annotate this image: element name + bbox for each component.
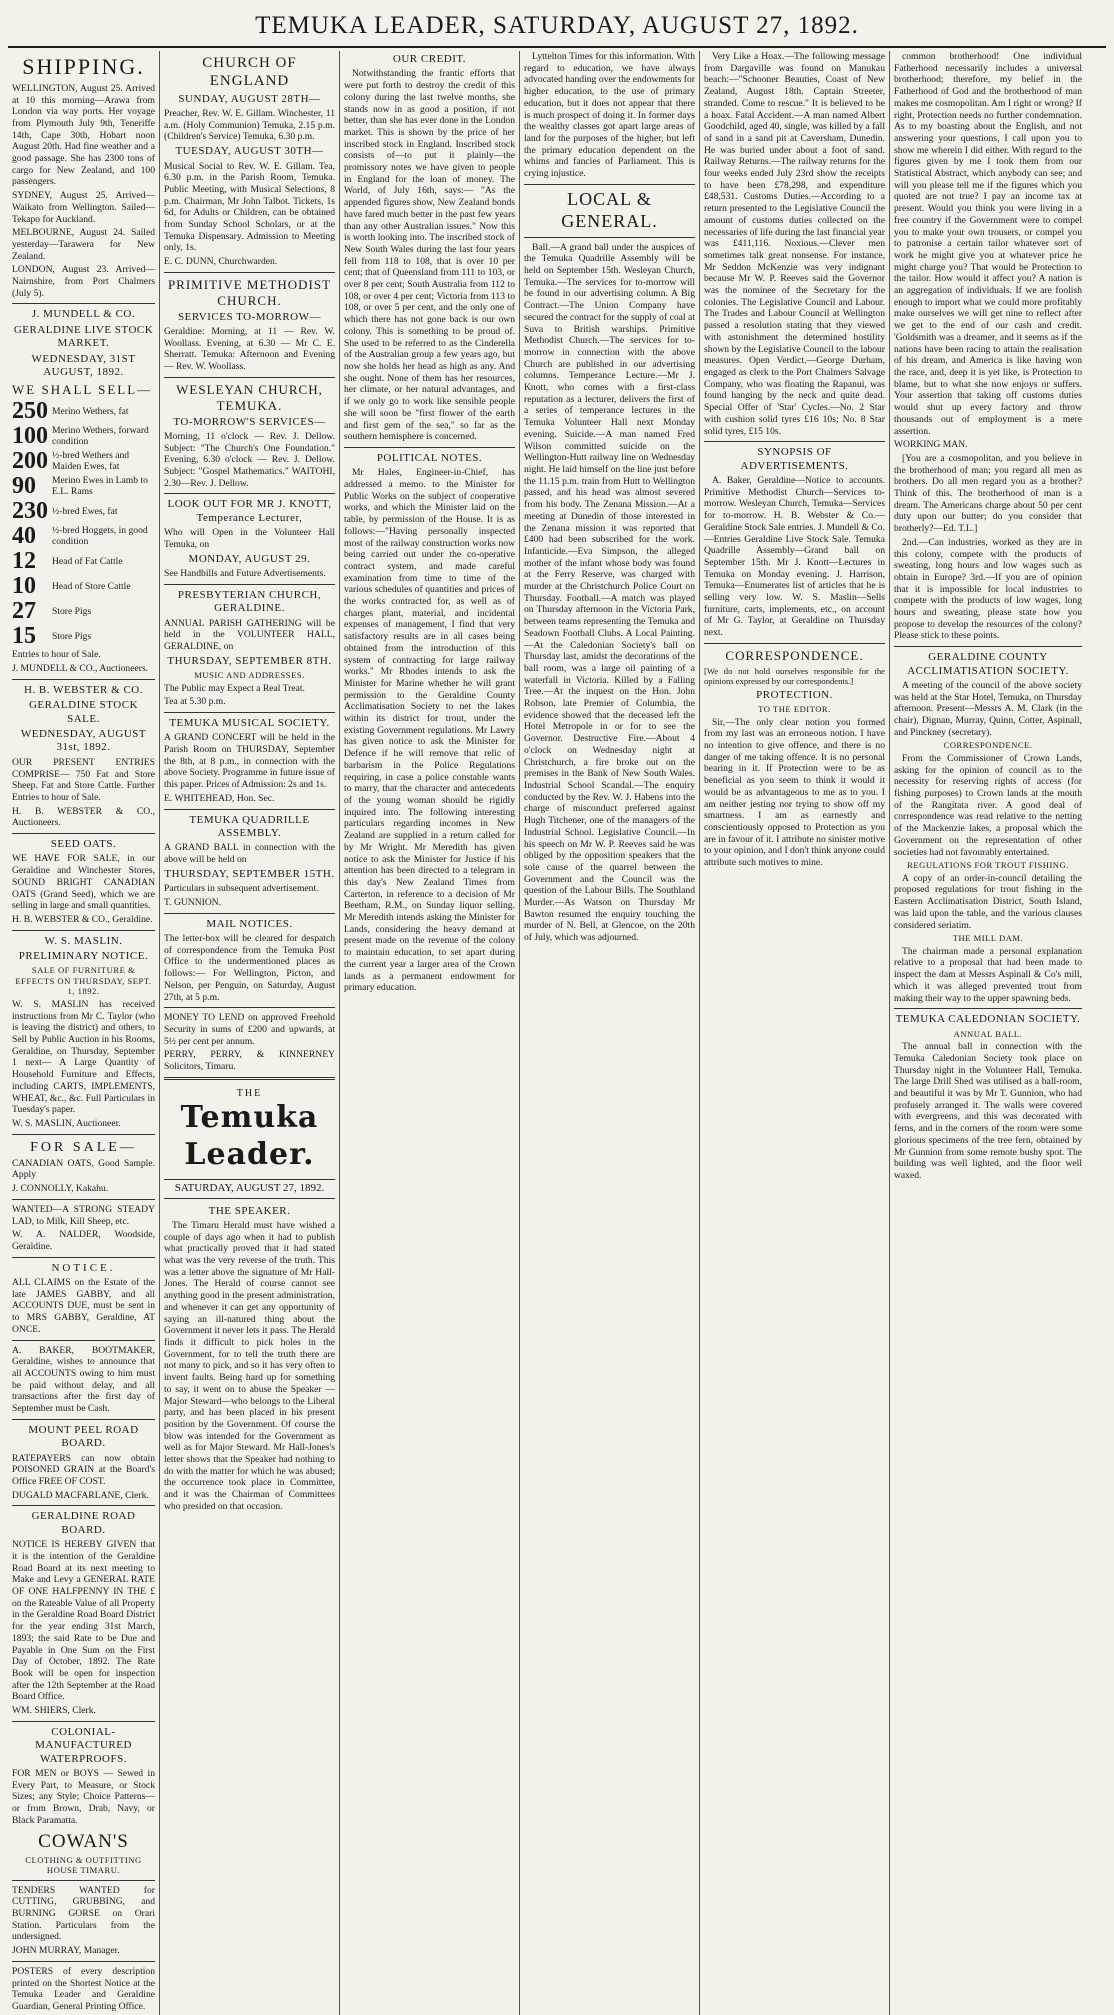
stock-count: 200 — [12, 448, 48, 475]
maslin-sign: W. S. MASLIN, Auctioneer. — [12, 1117, 121, 1129]
correspondence-sub: PROTECTION. — [756, 688, 833, 701]
presbyterian-tea: Tea at 5.30 p.m. — [164, 696, 226, 708]
forsale-sign: J. CONNOLLY, Kakahu. — [12, 1183, 109, 1195]
quadrille-title: TEMUKA QUADRILLE ASSEMBLY. — [189, 813, 310, 839]
divider — [164, 809, 335, 810]
geraldineroad-body: NOTICE IS HEREBY GIVEN that it is the intention of the Geraldine Road Board at its next meeting to Make and Levy a GENERAL RATE OF ONE HALFPENNY IN THE £ on the Rateable Value of all Property in the Geraldine Road Board District for the year ending 31st March, 1893; the said Rate to be Due and Payable in One Sum on the First Day of October, 1892. The Rate Book will be open for inspection after the 12th September at the Road Board Office. — [12, 1539, 155, 1703]
divider — [12, 1134, 155, 1135]
mountpeel-sign: DUGALD MACFARLANE, Clerk. — [12, 1489, 149, 1501]
stock-description: Head of Fat Cattle — [52, 555, 123, 567]
shipping-melbourne: MELBOURNE, August 24. Sailed yesterday—Tarawera for New Zealand. — [12, 227, 155, 262]
acclim-sub2: REGULATIONS FOR TROUT FISHING. — [907, 860, 1069, 871]
mountpeel-title: MOUNT PEEL ROAD BOARD. — [28, 1423, 139, 1450]
church-sign: E. C. DUNN, Churchwarden. — [164, 256, 278, 268]
divider — [12, 1505, 155, 1506]
stock-count: 40 — [12, 523, 36, 550]
musical-title: TEMUKA MUSICAL SOCIETY. — [169, 716, 330, 729]
mundell-title: GERALDINE LIVE STOCK MARKET. — [13, 323, 154, 350]
divider — [164, 1077, 335, 1080]
stock-description: ½-bred Ewes, fat — [52, 505, 118, 517]
synopsis-body: A. Baker, Geraldine—Notice to accounts. Primitive Methodist Church—Services to-morrow. Wesleyan Church, Temuka—Services for to-morrow. H. B. Webster & Co.—Geraldine Stock Sale entries. J. Mundell & Co.—Entries Geraldine Live Stock Sale. Temuka Quadrille Assembly—Grand ball on September 15th. Mr J. Knott—Lectures in Temuka on Monday evening. J. Harrison, Temuka—Enumerates list of articles that he is selling very low. W. S. Maslin—Sells furniture, carts, implements, etc., on account of Mr G. Taylor, at Geraldine on Thursday next. — [704, 475, 885, 639]
stock-row — [12, 399, 155, 423]
divider — [524, 237, 695, 238]
acclim-title: GERALDINE COUNTY ACCLIMATISATION SOCIETY. — [907, 651, 1069, 677]
divider — [12, 1340, 155, 1341]
divider — [344, 447, 515, 448]
church-tuesday-body: Musical Social to Rev. W. E. Gillam. Tea, 6.30 p.m. in the Parish Room, Temuka. Public Meeting, with Musical Selections, 8 p.m. Chairman, Mr John Talbot. Tickets, 1s 6d, for Adults or Children, can be obtained from Sunday School Scholars, or at the Temuka Dispensary. Admission to Meeting only, 1s. — [164, 160, 335, 254]
leader-date: SATURDAY, AUGUST 27, 1892. — [164, 1179, 335, 1198]
maslin-firm: W. S. MASLIN. — [44, 934, 123, 947]
divider — [164, 712, 335, 713]
church-sunday: SUNDAY, AUGUST 28TH— — [178, 92, 321, 105]
acclim-body3: A copy of an order-in-council detailing the proposed regulations for trout fishing in the Eastern Acclimatisation District, South Island, was laid upon the table, and the various clauses considered seriatim. — [894, 872, 1082, 931]
primitive-body: Geraldine: Morning, at 11 — Rev. W. Woollass. Evening, at 6.30 — Mr C. E. Sherratt. Temuka: Afternoon and Evening — Rev. W. Woollass. — [164, 325, 335, 373]
seed-body: WE HAVE FOR SALE, in our Geraldine and Winchester Stores, SOUND BRIGHT CANADIAN OATS (Grand Seed), which we are selling in large and small quantities. — [12, 853, 155, 912]
musical-body: A GRAND CONCERT will be held in the Parish Room on THURSDAY, September the 8th, at 8 p.m., in connection with the above Society. Programme in future issue of this paper. Prices of Admission: 2s and 1s. — [164, 732, 335, 791]
stock-count: 15 — [12, 623, 36, 650]
geraldineroad-title: GERALDINE ROAD BOARD. — [31, 1510, 136, 1536]
webster-firm: H. B. WEBSTER & CO. — [23, 683, 143, 696]
stock-description: Store Pigs — [52, 605, 92, 617]
posters-body: POSTERS of every description printed on the Shortest Notice at the Temuka Leader and Geraldine Guardian, General Printing Office. — [12, 1965, 155, 2012]
knott-body: Who will Open in the Volunteer Hall Temuka, on — [164, 527, 335, 550]
divider — [894, 646, 1082, 647]
column-2 — [160, 51, 340, 2015]
webster-title: GERALDINE STOCK SALE. — [28, 699, 139, 725]
political-title: POLITICAL NOTES. — [376, 451, 483, 464]
primitive-title: PRIMITIVE METHODIST CHURCH. — [167, 276, 332, 308]
leader-the: THE — [236, 1087, 263, 1099]
stock-row — [12, 574, 155, 598]
speaker-title: THE SPEAKER. — [208, 1204, 291, 1217]
stock-description: ½-bred Hoggets, in good condition — [52, 524, 148, 548]
shipping-heading: SHIPPING. — [22, 54, 145, 79]
musical-sign: E. WHITEHEAD, Hon. Sec. — [164, 792, 275, 804]
tenders-body: TENDERS WANTED for CUTTING, GRUBBING, and BURNING GORSE on Orari Station. Particulars from the undersigned. — [12, 1884, 155, 1943]
stock-description: Head of Store Cattle — [52, 580, 131, 592]
col6-sign: WORKING MAN. — [894, 439, 968, 451]
divider — [164, 272, 335, 273]
masthead — [8, 6, 1106, 48]
column-1 — [8, 51, 160, 2015]
stock-count: 230 — [12, 498, 48, 525]
quadrille-sign: T. GUNNION. — [164, 896, 222, 908]
stock-row — [12, 474, 155, 498]
shipping-london: LONDON, August 23. Arrived—Nairnshire, from Port Chalmers (July 5). — [12, 264, 155, 299]
stock-count: 90 — [12, 473, 36, 500]
shipping-wellington: WELLINGTON, August 25. Arrived at 10 this morning—Arawa from London via way ports. Her voyage from Plymouth July 9th, Teneriffe 14th, Cape 30th, Hobart noon August 20th. Had fine weather and a good passage. She has 2300 tons of cargo for New Zealand, and 100 passengers. — [12, 82, 155, 188]
stock-count: 12 — [12, 548, 36, 575]
money-body: MONEY TO LEND on approved Freehold Security in sums of £200 and upwards, at 5½ per cent per annum. — [164, 1012, 335, 1047]
divider — [704, 643, 885, 644]
stock-count: 27 — [12, 598, 36, 625]
caledonian-title: TEMUKA CALEDONIAN SOCIETY. — [895, 1013, 1081, 1026]
column-6 — [890, 51, 1086, 2015]
correspondence-title: CORRESPONDENCE. — [725, 647, 864, 663]
correspondence-to: TO THE EDITOR. — [758, 704, 831, 715]
col5-body: Very Like a Hoax.—The following message from Dargaville was found on Manukau beach:—"Schooner Beauties, Coast of New Zealand, August 18th. Captain Streeter, stranded. Come to rescue." It is believed to be a hoax. Fatal Accident.—A man named Albert Goodchild, aged 40, single, was killed by a fall of sand in a sand pit at Caversham, Dunedin. He was buried under about a foot of sand. Railway Returns.—The railway returns for the four weeks ended July 23rd show the receipts to have been £78,298, and expenditure £48,531. Customs Duties.—According to a return presented to the Legislative Council the amount of customs duties collected on the necessaries of life during the last financial year was £411,116. Noxious.—Clever men sometimes talk great nonsense. For instance, Mr Seddon McKenzie was very indignant because Mr W. P. Reeves said the Governor was the nominee of the Secretary for the colonies. The Legislative Council and Labour. The Trades and Labour Council at Wellington passed a resolution stating that they viewed with astonishment the determined hostility shown by the Legislative Council to the labour measures. Open Verdict.—George Durham, engaged as clerk to the Port Chalmers Salvage Company, who was floating the Rapanui, was found hanging by the neck and quite dead. Special Offer of 'Star' Cycles.—No. 2 Star with cushion solid tyres £16 10s; No. 8 Star solid tyres, £15 10s. — [704, 51, 885, 437]
acclim-body: A meeting of the council of the above society was held at the Star Hotel, Temuka, on Thursday afternoon. Present—Messrs A. M. Clark (in the chair), Dignan, Murray, Quinn, Cotter, Aspinall, and Pinckney (secretary). — [894, 679, 1082, 738]
credit-body: Notwithstanding the frantic efforts that were put forth to destroy the credit of this colony during the last twelve months, she stands now in as good a position, if not better, than she has ever done in the London market. This is shown by the price of her inscribed stock in England. Inscribed stock consists of—to put it plainly—the promissory notes we have given to people in England for the loan of money. The World, of July 16th, says:— "As the appended figures show, New Zealand bonds have fared much better in the past few years than any other Australian issues." Now this is worth looking into. The inscribed stock of New South Wales during the last four years fell from 118 to 108, that is over 10 per cent; that of Queensland from 111 to 103, or over 8 per cent; South Australia from 112 to 108, or over 4 per cent; Victoria from 113 to 108, or over 5 per cent, and the only one of which there has not gone back is our own colony. This is something to be proud of. She used to be referred to as the Cinderella of the Australian group a few years ago, but now she holds her head as high as any. And she ought. None of them has her resources, her climate, or her natural advantages, and if we only go to work like sensible people she will soon be "first flower of the earth and first gem of the sea," so far as the southern hemisphere is concerned. — [344, 68, 515, 443]
stock-row — [12, 499, 155, 523]
mundell-date: WEDNESDAY, 31ST AUGUST, 1892. — [31, 352, 136, 379]
credit-title: OUR CREDIT. — [392, 53, 467, 65]
mundell-firm: J. MUNDELL & CO. — [31, 308, 136, 321]
correspondence-body: Sir,—The only clear notion you formed from my last was an erroneous notion. I have no intention to give offence, and there is no danger of me taking offence. It is no personal bearing in it. If Protection were to be as beneficial as you seem to think it would it would be as advantageous to me as to you. I am neither jesting nor trying to show off my smartness. I am as earnestly and conscientiously opposed to Protection as you are in favour of it. I attribute no sinister motive to your opinion, and I don't think anyone could attribute such motives to mine. — [704, 716, 885, 869]
webster-date: WEDNESDAY, AUGUST 31st, 1892. — [20, 728, 147, 754]
column-3 — [340, 51, 520, 2015]
divider — [12, 1880, 155, 1881]
stock-count: 100 — [12, 423, 48, 450]
synopsis-title: SYNOPSIS OF ADVERTISEMENTS. — [740, 446, 849, 472]
stock-row — [12, 599, 155, 623]
primitive-sub: SERVICES TO-MORROW— — [178, 310, 321, 323]
leader-title-block — [164, 1088, 335, 1173]
geraldineroad-sign: WM. SHIERS, Clerk. — [12, 1705, 96, 1717]
stock-description: Merino Wethers, forward condition — [52, 424, 149, 448]
divider — [12, 679, 155, 680]
divider — [12, 930, 155, 931]
baker-body: A. BAKER, BOOTMAKER, Geraldine, wishes to announce that all ACCOUNTS owing to him must be paid without delay, and all transactions after the first day of September must be Cash. — [12, 1344, 155, 1415]
mail-body: The letter-box will be cleared for despatch of correspondence from the Temuka Post Office to the undermentioned places as follows:— For Wellington, Picton, and Nelson, per Penguin, on Saturday, August 27th, at 5 p.m. — [164, 933, 335, 1003]
presbyterian-foot: The Public may Expect a Real Treat. — [164, 682, 305, 694]
columns — [8, 51, 1106, 2012]
divider — [12, 303, 155, 304]
presbyterian-sub: MUSIC AND ADDRESSES. — [194, 670, 305, 681]
wesleyan-body: Morning, 11 o'clock — Rev. J. Dellow. Subject: "The Church's One Foundation." Evening, 6.30 o'clock — Rev. J. Dellow. Subject: "Gospel Mathematics." WAITOHI, 2.30—Rev. J. Dellow. — [164, 430, 335, 489]
quadrille-foot: Particulars in subsequent advertisement. — [164, 883, 319, 895]
stock-description: Merino Ewes in Lamb to E.L. Rams — [52, 474, 148, 498]
mountpeel-body: RATEPAYERS can now obtain POISONED GRAIN at the Board's Office FREE OF COST. — [12, 1452, 155, 1488]
divider — [164, 493, 335, 494]
stock-description: Merino Wethers, fat — [52, 405, 129, 417]
colonial-title: COLONIAL-MANUFACTURED WATERPROOFS. — [35, 1725, 132, 1765]
divider — [164, 1007, 335, 1008]
divider — [12, 1257, 155, 1258]
acclim-sub3: THE MILL DAM. — [952, 933, 1024, 944]
divider — [164, 377, 335, 378]
cowans-title: COWAN'S — [38, 1830, 129, 1852]
stock-description: Store Pigs — [52, 630, 92, 642]
col4-intro: Lyttelton Times for this information. With regard to education, we have always advocated handing over the endowments for higher education, to the use of primary education, but it does not appear that there is much prospect of doing it. In former days the wealthy classes got apart large areas of land for the purposes of the higher, but left the primary education dependent on the whims and fancies of Parliament. This is crying injustice. — [524, 51, 695, 180]
stock-count: 10 — [12, 573, 36, 600]
wanted-sign: W. A. NALDER, Woodside, Geraldine. — [12, 1229, 155, 1252]
seed-title: SEED OATS. — [50, 838, 117, 851]
money-sign: PERRY, PERRY, & KINNERNEY Solicitors, Timaru. — [164, 1049, 335, 1073]
acclim-body4: The chairman made a personal explanation relative to a proposal that had been made to inspect the dam at Messrs Aspinall & Co's mill, which it was alleged prevented trout from making their way to the upper spawning beds. — [894, 945, 1082, 1004]
knott-foot: See Handbills and Future Advertisements. — [164, 568, 326, 580]
maslin-title: PRELIMINARY NOTICE. — [18, 950, 149, 963]
colonial-body: FOR MEN or BOYS — Sewed in Every Part, to Measure, or Stock Sizes; any Style; Choice Patterns—or from Brown, Drab, Navy, or Black Paramatta. — [12, 1768, 155, 1826]
political-body: Mr Hales, Engineer-in-Chief, has addressed a memo. to the Minister for Public Works on the subject of cooperative works, and which the Minister laid on the table, by permission of the House. It is as follows:—"Having personally inspected most of the railway construction works now being carried out under the co-operative contract system, and made careful examination from time to time of the various schedules of quantities and prices of the works contracted for, as well as of charges plant, material, and incidental expenses of management, I find that very satisfactory results are in all cases being obtained from the introduction of this system of contracting for large railway works." Mr Rhodes intends to ask the Minister for Marine whether he will grant permission to the Geraldine County Acclimatisation Society to net the lakes within its district for trout, under the existing Government regulations. Mr Lawry has given notice to ask the Minister for Defence if he will remove that relic of barbarism in the Police Regulations requiring, in case a police constable wants to marry, that the character and antecedents of the young woman should be rigidly inquired into. The following interesting particulars regarding incomes in New Zealand are supplied in a return called for by Mr Wright. Mr Meredith has given notice to ask the Minister for Justice if his attention has been directed to a telegram in this day's New Zealand Times from Carterton, in reference to a decision of Mr Beetham, R.M., on Sunday liquor selling. Mr Meredith intends asking the Minister for Lands, considering the heavy demand at present made on the revenue of the colony to maintain education, to set apart during the current year a larger area of the Crown lands as a permanent endowment for primary education. — [344, 467, 515, 994]
maslin-sub: SALE OF FURNITURE & EFFECTS ON THURSDAY, SEPT. 1, 1892. — [15, 965, 152, 997]
divider — [704, 441, 885, 442]
masthead-title: TEMUKA LEADER, SATURDAY, AUGUST 27, 1892. — [255, 12, 859, 39]
col6-bracket2: 2nd.—Can industries, worked as they are in this colony, compete with the products of sweating, long hours and low wages such as obtain in Europe? 3rd.—If you are of opinion that it is impossible for local industries to compete with the products of low wages, long hours and sweating, please state how you propose to develop the resources of the colony? Please stick to these points. — [894, 536, 1082, 642]
stock-count: 250 — [12, 398, 48, 425]
acclim-body2: From the Commissioner of Crown Lands, asking for the opinion of council as to the necessity for reserving rights of access (for fishing purposes) to Crown lands at the mouth of the Rangitata river. A good deal of correspondence was read relative to the netting of the Mackenzie lakes, a proposal which the Government on the representation of other societies had not favourably entertained. — [894, 752, 1082, 858]
divider — [12, 1961, 155, 1962]
divider — [524, 184, 695, 185]
stock-row — [12, 424, 155, 448]
webster-sign: H. B. WEBSTER & CO., Auctioneers. — [12, 805, 155, 829]
quadrille-body: A GRAND BALL in connection with the above will be held on — [164, 842, 335, 866]
presbyterian-title: PRESBYTERIAN CHURCH, GERALDINE. — [177, 588, 322, 615]
column-4 — [520, 51, 700, 2015]
shipping-sydney: SYDNEY, August 25. Arrived—Waikato from Wellington. Sailed—Tekapo for Auckland. — [12, 190, 155, 225]
speaker-body: The Timaru Herald must have wished a couple of days ago when it had to publish what practically proved that it had stated what was the very reverse of the truth. This was a letter above the signature of Mr Hall-Jones. The Herald of course cannot see anything good in the present administration, and whenever it can get any opportunity of saying an ill-natured thing about the Government it never lets it pass. The Herald finds it difficult to pick holes in the Government, for to tell the truth there are not many to pick, and so it has very often to invent faults. Being hard up for something to say, it went on to abuse the Speaker —Major Steward—who belongs to the Liberal party, and has been placed in his present position by the Government. Of course the blow was intended for the Government as well as for Major Steward. Mr Hall-Jones's letter shows that the Speaker had nothing to do with the matter for which he was abused; the occurrence took place in Committee, and it was the Chairman of Committees who presided on that occasion. — [164, 1219, 335, 1512]
stock-row — [12, 449, 155, 473]
church-sunday-body: Preacher, Rev. W. E. Gillam. Winchester, 11 a.m. (Holy Communion) Temuka, 2.15 p.m. (Children's Service) Temuka, 6.30 p.m. — [164, 108, 335, 143]
divider — [12, 1721, 155, 1722]
notice-title: NOTICE. — [51, 1261, 116, 1274]
seed-sign: H. B. WEBSTER & CO., Geraldine. — [12, 913, 153, 925]
wesleyan-title: WESLEYAN CHURCH, TEMUKA. — [176, 381, 323, 413]
tenders-sign: JOHN MURRAY, Manager. — [12, 1945, 120, 1957]
caledonian-sub: ANNUAL BALL. — [953, 1028, 1023, 1039]
wesleyan-sub: TO-MORROW'S SERVICES— — [173, 415, 326, 428]
divider — [12, 833, 155, 834]
leader-title: Temuka Leader. — [180, 1099, 319, 1172]
stock-list — [12, 399, 155, 648]
church-tuesday: TUESDAY, AUGUST 30TH— — [175, 145, 324, 158]
caledonian-body: The annual ball in connection with the Temuka Caledonian Society took place on Thursday night in the Volunteer Hall, Temuka. The large Drill Shed was utilised as a ball-room, and beautiful it was by Mr T. Gunnion, who had profusely arranged it. The walls were covered with evergreens, and this was decorated with ferns, and in the corners of the room were some glorious specimens of the tree fern, obtained by Mr Gunnion from some remote bushy spot. The building was well lighted, and the floor well waxed. — [894, 1041, 1082, 1181]
divider — [12, 1199, 155, 1200]
presbyterian-date: THURSDAY, SEPTEMBER 8TH. — [167, 654, 332, 667]
local-title: LOCAL & GENERAL. — [561, 188, 658, 231]
col6-body: common brotherhood! One individual Fatherhood necessarily includes a universal brotherhood; therefore, my belief in the Fatherhood of God and the brotherhood of man makes me cosmopolitan. Am I right or wrong? If right, Protection needs no further condemnation. As to my boasting about the English, and not answering your questions, I call upon you to show me wherein I did either. With regard to the figures given by me I took them from our Statistical Abstract, which anybody can see; and will you please tell me if the figures which you quoted are not true? I pay an income tax at present. Would you think you were living in a free country if the Government were to compel you to make your own trousers, or compel you to patronise a certain tailor whatever sort of work he might give you at whatever price he might charge you? That would be Protection to the tailor. How would it affect you? A nation is an aggregation of individuals. If we are foolish enough to import what we could more profitably make ourselves we will get nine to reflect after we get to the end of our cash and credit. 'Goldsmith was a dreamer, and it seems as if the nations have been racing to attain the realisation of his dream, and America is like having won the race, and, deep it is yet like, is Protection to blame, but to what she now enjoys or suffers. Your assertion that taking off customs duties would shut up every factory and throw thousands out of employment is a mere assertion. — [894, 51, 1082, 437]
local-body: Ball.—A grand ball under the auspices of the Temuka Quadrille Assembly will be held on September 15th. Wesleyan Church, Temuka.—The services for to-morrow will be found in our advertising column. A Big Contract.—The Union Company have secured the contract for the supply of coal at Suva to British warships. Primitive Methodist Church.—The services for to-morrow in connection with the above Church are published in our advertising columns. Temperance Lecture.—Mr J. Knott, who comes with a first-class reputation as a lecturer, delivers the first of a series of temperance lectures in the Temuka Volunteer Hall next Monday evening. Suicide.—A man named Fred Wilson committed suicide on the Wellington-Hutt railway line on Wednesday night. He laid himself on the line just before the 11.15 p.m. train from Hutt to Wellington passed, and his head was almost severed from his body. The Zenana Mission.—At a meeting at Dunedin of those interested in the Zenana mission it was reported that £400 had been subscribed for the work. Infanticide.—Eva Simpson, the alleged mother of the infant whose body was found at the Ferry Reserve, was charged with murder at the Christchurch Police Court on Thursday. Football.—A match was played on Thursday afternoon in the Victoria Park, between teams representing the Temuka and Seadown Football Clubs. A Local Painting.—At the Caledonian Society's ball on Thursday last, amidst the decorations of the ball room, was a large oil painting of a waterfall in Victoria. Killed by a Falling Tree.—At the inquest on the Hon. John Robson, late Premier of Columbia, the evidence showed that the deceased left the Hotel Metropole in or for to see the Governor. Destructive Fire.—About 4 o'clock on Wednesday night at Christchurch, a fire broke out on the premises in the Bank of New South Wales. Industrial School Scandal.—The enquiry conducted by the Rev. W. J. Habens into the charge of misconduct preferred against Hugh Titchener, one of the managers of the Industrial School. Legislative Council.—In his speech on Mr W. P. Reeves said he was obliged by the opposition speakers that the sole cause of the quarrel between the Government and the Council was the question of the Labour Bills. The Southland Murder.—As Watson on Thursday Mr Bawton resumed the enquiry touching the murder of N. Bell, at Glencoe, on the 20th of July, which was adjourned. — [524, 241, 695, 944]
stock-row — [12, 624, 155, 648]
webster-body: OUR PRESENT ENTRIES COMPRISE— 750 Fat and Store Sheep. Fat and Store Cattle. Further Entries to hour of Sale. — [12, 756, 155, 803]
divider — [12, 1419, 155, 1420]
knott-date: MONDAY, AUGUST 29. — [188, 552, 311, 565]
forsale-title: FOR SALE— — [30, 1139, 137, 1155]
notice-body: ALL CLAIMS on the Estate of the late JAMES GABBY, and all ACCOUNTS DUE, must be sent in to MRS GABBY, Geraldine, AT ONCE. — [12, 1277, 155, 1335]
forsale-body: CANADIAN OATS, Good Sample. Apply — [12, 1157, 155, 1181]
church-england-title: CHURCH OF ENGLAND — [202, 55, 297, 90]
stock-description: ½-bred Wethers and Maiden Ewes, fat — [52, 449, 130, 473]
mundell-entries: Entries to hour of Sale. — [12, 649, 101, 661]
quadrille-date: THURSDAY, SEPTEMBER 15TH. — [164, 867, 335, 880]
stock-row — [12, 549, 155, 573]
divider — [164, 913, 335, 914]
wanted-body: WANTED—A STRONG STEADY LAD, to Milk, Kill Sheep, etc. — [12, 1203, 155, 1227]
column-5 — [700, 51, 890, 2015]
cowans-sub: CLOTHING & OUTFITTING HOUSE TIMARU. — [25, 1854, 142, 1876]
correspondence-note: [We do not hold ourselves responsible for the opinions expressed by our correspondents.] — [704, 665, 885, 687]
maslin-body: W. S. MASLIN has received instructions from Mr C. Taylor (who is leaving the district) and others, to Sell by Public Auction in his Rooms, Geraldine, on Thursday, September 1 next— A Large Quantity of Household Furniture and Effects, including CARTS, IMPLEMENTS, WHEAT, &c., &c. Full Particulars in Tuesday's paper. — [12, 998, 155, 1116]
divider — [164, 584, 335, 585]
knott-title: LOOK OUT FOR MR J. KNOTT, Temperance Lecturer, — [167, 498, 332, 524]
presbyterian-body: ANNUAL PARISH GATHERING will be held in the VOLUNTEER HALL, GERALDINE, on — [164, 617, 335, 652]
col6-bracket: [You are a cosmopolitan, and you believe in the brotherhood of man; you regard all men as brothers. Do all men regard you as a brother? Think of this. The brotherhood of man is a dream. The Americans charge about 50 per cent duty upon our butter; do you consider that brotherly?—Ed. T.L.] — [894, 452, 1082, 535]
stock-row — [12, 524, 155, 548]
mundell-sign: J. MUNDELL & CO., Auctioneers. — [12, 663, 149, 675]
acclim-sub: CORRESPONDENCE. — [943, 740, 1033, 751]
mail-title: MAIL NOTICES. — [206, 917, 293, 930]
divider — [894, 1008, 1082, 1009]
mundell-intro: WE SHALL SELL— — [12, 381, 153, 397]
